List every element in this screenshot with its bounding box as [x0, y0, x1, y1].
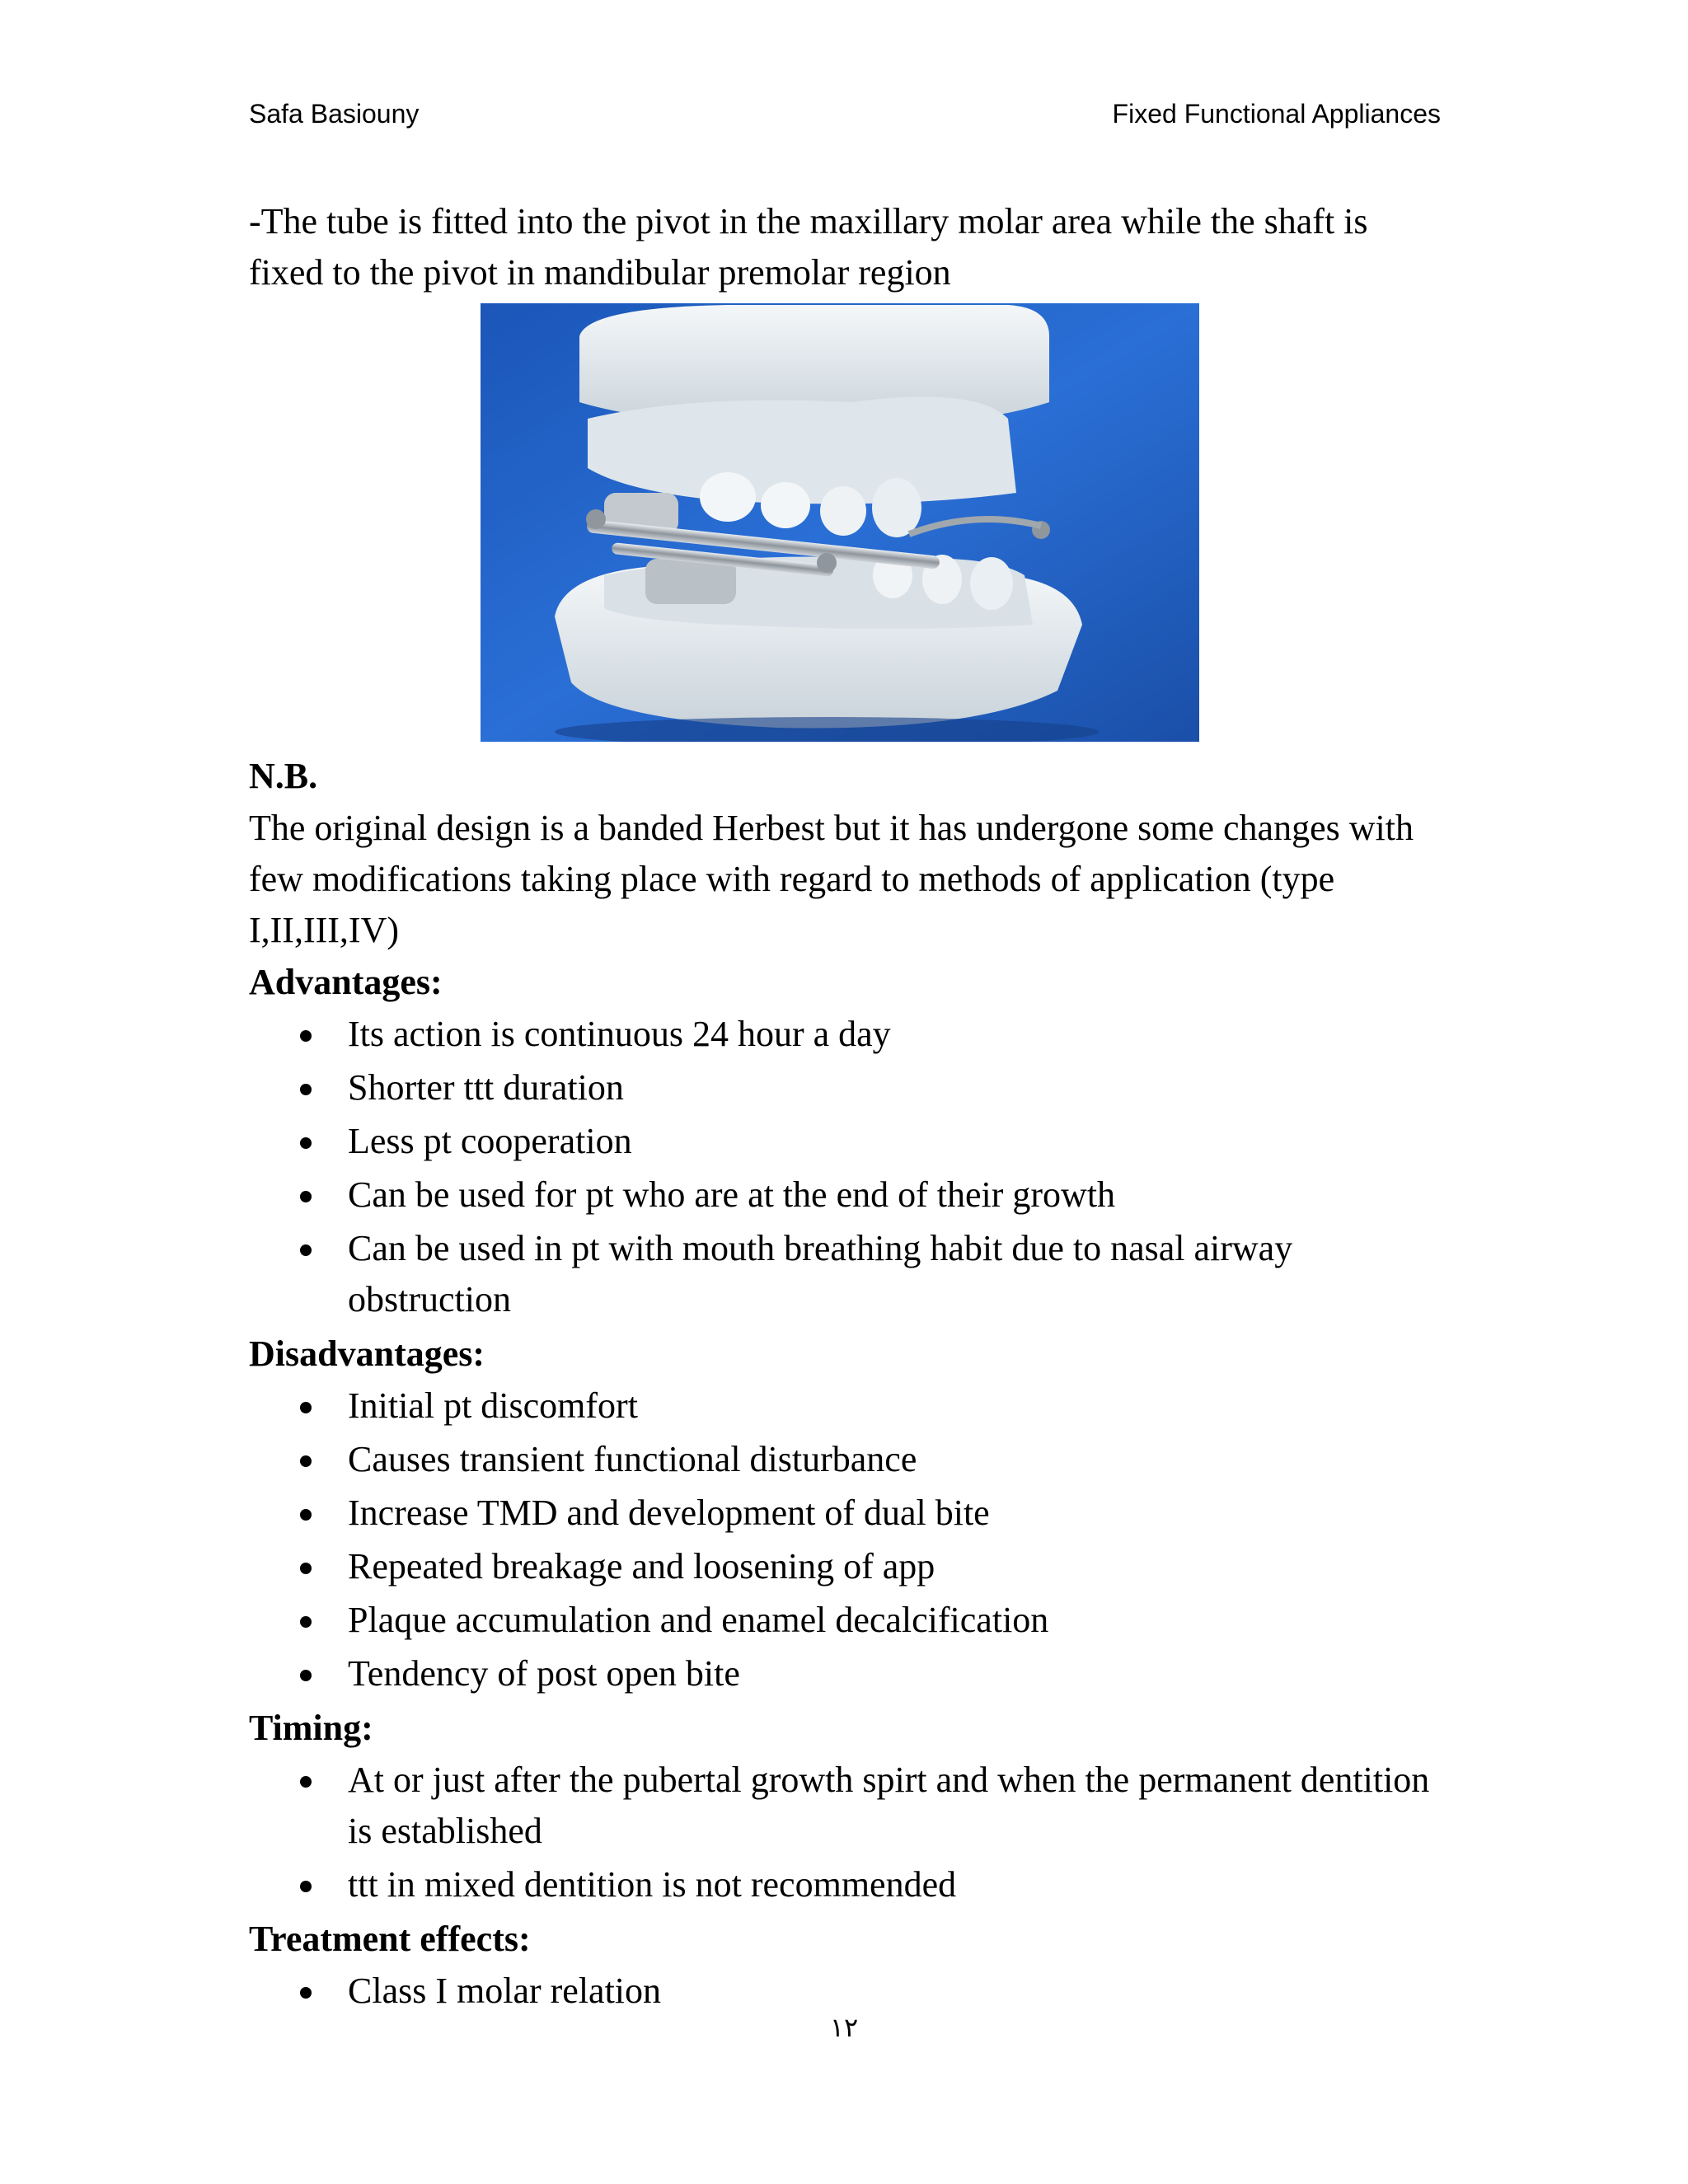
list-item	[249, 1223, 1444, 1325]
list-item-text: Less pt cooperation	[348, 1121, 632, 1161]
list-item-text: Its action is continuous 24 hour a day	[348, 1014, 891, 1054]
bullet-icon	[300, 1616, 312, 1628]
list-item	[249, 1434, 1444, 1485]
disadvantages-heading: Disadvantages:	[249, 1333, 485, 1374]
list-item-text: Causes transient functional disturbance	[348, 1439, 917, 1479]
list-item	[249, 1062, 1444, 1113]
bullet-icon	[300, 1030, 312, 1042]
advantages-list	[249, 1009, 1444, 1325]
intro-paragraph: -The tube is fitted into the pivot in the maxillary molar area while the shaft is fixed to the pivot in mandibular premolar region	[249, 201, 1368, 293]
header-title: Fixed Functional Appliances	[1112, 99, 1441, 129]
list-item-text: ttt in mixed dentition is not recommended	[348, 1864, 957, 1905]
bullet-icon	[300, 1881, 312, 1892]
list-item-text: Increase TMD and development of dual bite	[348, 1493, 990, 1533]
page-content	[249, 196, 1444, 2019]
list-item	[249, 1966, 1444, 2017]
bullet-icon	[300, 1137, 312, 1149]
bullet-icon	[300, 1563, 312, 1574]
bullet-icon	[300, 1987, 312, 1999]
list-item-text: Plaque accumulation and enamel decalcification	[348, 1600, 1049, 1640]
list-item-text: Shorter ttt duration	[348, 1067, 624, 1108]
bullet-icon	[300, 1509, 312, 1521]
disadvantages-list	[249, 1380, 1444, 1699]
list-item	[249, 1755, 1444, 1857]
list-item-text: Can be used in pt with mouth breathing habit due to nasal airway obstruction	[348, 1228, 1293, 1319]
bullet-icon	[300, 1402, 312, 1413]
treatment-effects-heading: Treatment effects:	[249, 1919, 531, 1959]
header-author: Safa Basiouny	[249, 99, 420, 129]
list-item	[249, 1116, 1444, 1167]
list-item-text: Class I molar relation	[348, 1971, 662, 2011]
nb-heading: N.B.	[249, 756, 318, 796]
timing-list	[249, 1755, 1444, 1910]
list-item	[249, 1541, 1444, 1592]
bullet-icon	[300, 1191, 312, 1202]
treatment-effects-list	[249, 1966, 1444, 2017]
list-item-text: Repeated breakage and loosening of app	[348, 1546, 935, 1586]
bullet-icon	[300, 1244, 312, 1256]
list-item	[249, 1009, 1444, 1060]
list-item	[249, 1859, 1444, 1910]
list-item-text: Tendency of post open bite	[348, 1653, 740, 1694]
list-item	[249, 1648, 1444, 1699]
list-item-text: Initial pt discomfort	[348, 1385, 638, 1426]
list-item	[249, 1380, 1444, 1432]
bullet-icon	[300, 1670, 312, 1681]
page-header	[249, 97, 1441, 130]
herbst-appliance-photo	[481, 303, 1199, 742]
bullet-icon	[300, 1776, 312, 1788]
advantages-heading: Advantages:	[249, 962, 443, 1002]
timing-heading: Timing:	[249, 1708, 373, 1748]
bullet-icon	[300, 1455, 312, 1467]
list-item	[249, 1595, 1444, 1646]
list-item-text: At or just after the pubertal growth spirt and when the permanent dentition is established	[348, 1760, 1430, 1851]
page-number: ١٢	[829, 2012, 859, 2043]
list-item	[249, 1488, 1444, 1539]
nb-paragraph: The original design is a banded Herbest but it has undergone some changes with few modifications taking place with regard to methods of application (type I,II,III,IV)	[249, 808, 1414, 950]
figure-container	[249, 303, 1444, 742]
bullet-icon	[300, 1084, 312, 1095]
list-item-text: Can be used for pt who are at the end of their growth	[348, 1174, 1116, 1215]
list-item	[249, 1169, 1444, 1221]
